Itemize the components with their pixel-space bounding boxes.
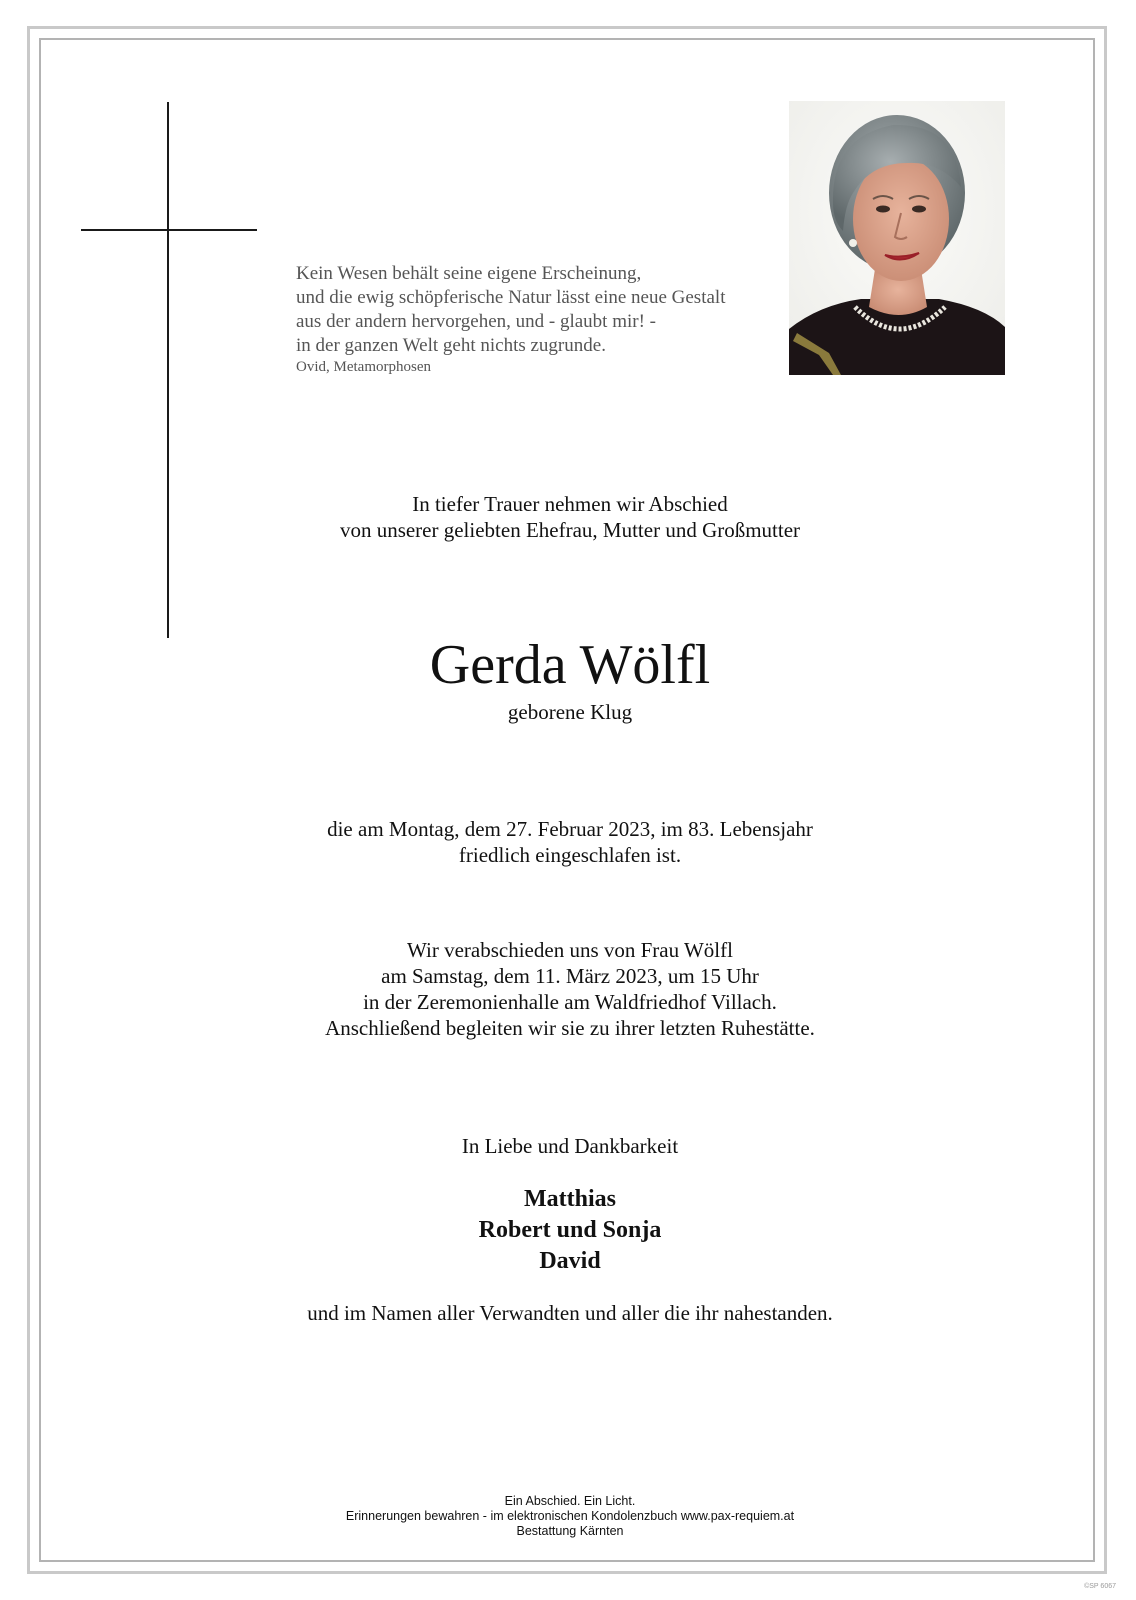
portrait-photo [789,101,1005,375]
service-line-1: Wir verabschieden uns von Frau Wölfl [407,938,733,962]
deceased-name: Gerda Wölfl [429,634,711,696]
quote-line: und die ewig schöpferische Natur lässt eine neue Gestalt [296,287,726,308]
quote-source: Ovid, Metamorphosen [296,359,431,375]
mourner-name: David [539,1248,601,1274]
service-line-2: am Samstag, dem 11. März 2023, um 15 Uhr [381,964,759,988]
mourner-name: Robert und Sonja [478,1217,662,1243]
service-line-3: in der Zeremonienhalle am Waldfriedhof Villach. [363,990,777,1014]
quote-block [296,262,776,376]
footer-line-1: Ein Abschied. Ein Licht. [504,1494,636,1508]
death-line-2: friedlich eingeschlafen ist. [458,843,682,867]
service-line-4: Anschließend begleiten wir sie zu ihrer letzten Ruhestätte. [325,1016,815,1040]
mourner-name: Matthias [524,1186,616,1212]
intro-line-2: von unserer geliebten Ehefrau, Mutter und Großmutter [339,518,801,542]
print-code: ©SP 6067 [1084,1583,1116,1590]
quote-line: Kein Wesen behält seine eigene Erscheinung, [296,263,642,284]
portrait-image [789,101,1005,375]
service-info [240,937,900,1041]
intro-text [240,491,900,543]
cross-horizontal-bar [81,229,257,231]
closing-phrase: In Liebe und Dankbarkeit [461,1134,679,1158]
quote-line: in der ganzen Welt geht nichts zugrunde. [296,335,606,356]
cross-vertical-bar [167,102,169,638]
death-notice [240,816,900,868]
footer [240,1494,900,1539]
footer-line-2: Erinnerungen bewahren - im elektronischen Kondolenzbuch www.pax-requiem.at [345,1509,795,1523]
death-line-1: die am Montag, dem 27. Februar 2023, im 83. Lebensjahr [327,817,813,841]
quote-line: aus der andern hervorgehen, und - glaubt mir! - [296,311,656,332]
footer-line-3: Bestattung Kärnten [516,1524,624,1538]
mourners-list [240,1184,900,1277]
maiden-name: geborene Klug [507,700,633,724]
family-note: und im Namen aller Verwandten und aller die ihr nahestanden. [307,1301,833,1325]
intro-line-1: In tiefer Trauer nehmen wir Abschied [412,492,728,516]
